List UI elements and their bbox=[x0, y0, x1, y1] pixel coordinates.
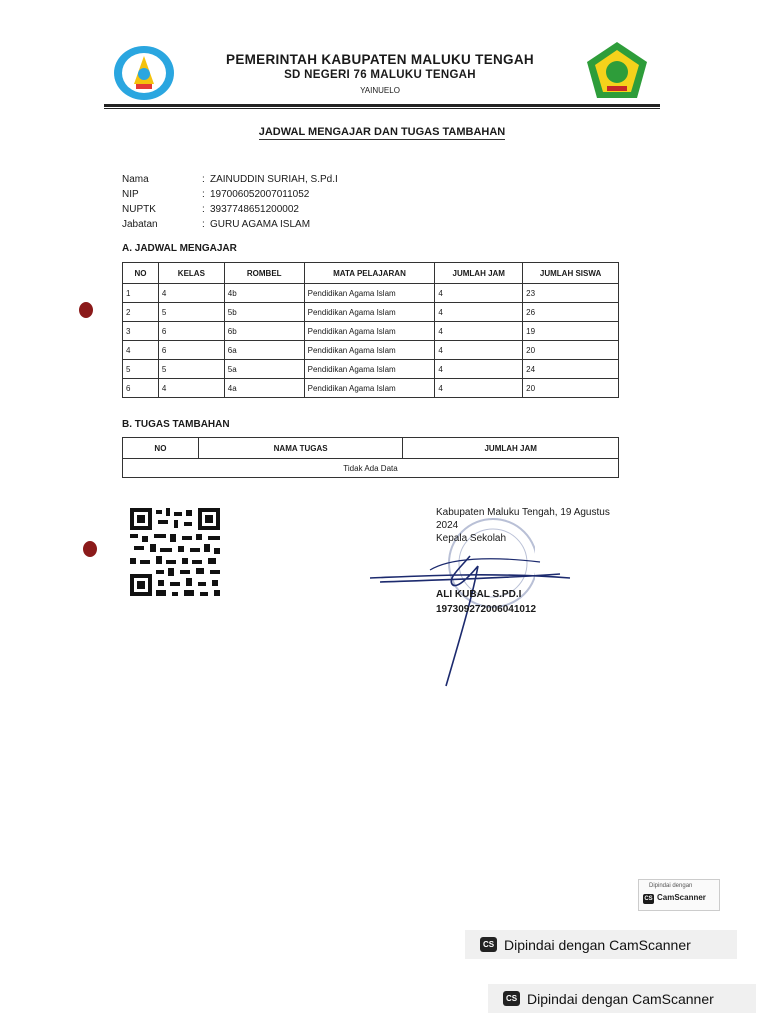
camscanner-icon: CS bbox=[644, 896, 653, 902]
red-mark bbox=[83, 541, 97, 557]
table-row: 5 5 5a Pendidikan Agama Islam 4 24 bbox=[123, 360, 619, 379]
section-b-heading: B. TUGAS TAMBAHAN bbox=[122, 419, 230, 430]
school-location: YAINUELO bbox=[360, 86, 400, 95]
teaching-schedule-table bbox=[122, 262, 619, 398]
red-mark bbox=[79, 302, 93, 318]
table-row: 4 6 6a Pendidikan Agama Islam 4 20 bbox=[123, 341, 619, 360]
tut-wuri-handayani-logo bbox=[112, 44, 176, 102]
empty-data-message: Tidak Ada Data bbox=[123, 459, 619, 478]
signature-place-date: Kabupaten Maluku Tengah, 19 Agustus 2024 Kepala Sekolah bbox=[436, 506, 651, 545]
table-row: 6 4 4a Pendidikan Agama Islam 4 20 bbox=[123, 379, 619, 398]
table-row bbox=[123, 459, 619, 478]
teacher-identity bbox=[122, 172, 338, 232]
table-row: 2 5 5b Pendidikan Agama Islam 4 26 bbox=[123, 303, 619, 322]
table-row: 1 4 4b Pendidikan Agama Islam 4 23 bbox=[123, 284, 619, 303]
additional-duties-table bbox=[122, 437, 619, 478]
signatory-position: Kepala Sekolah bbox=[436, 533, 507, 544]
document-title: JADWAL MENGAJAR DAN TUGAS TAMBAHAN bbox=[258, 126, 506, 138]
school-name: SD NEGERI 76 MALUKU TENGAH bbox=[284, 69, 476, 81]
section-a-heading: A. JADWAL MENGAJAR bbox=[122, 243, 237, 254]
identity-row-position: Jabatan : GURU AGAMA ISLAM bbox=[122, 219, 311, 230]
signatory-nip: 197309272006041012 bbox=[436, 604, 537, 615]
government-title: PEMERINTAH KABUPATEN MALUKU TENGAH bbox=[226, 52, 534, 67]
signatory-name: ALI KUBAL S.PD.I bbox=[436, 589, 522, 600]
maluku-tengah-regency-emblem bbox=[585, 40, 649, 100]
camscanner-icon: CS bbox=[503, 991, 520, 1006]
camscanner-banner: CS Dipindai dengan CamScanner bbox=[488, 984, 756, 1013]
camscanner-banner: CS Dipindai dengan CamScanner bbox=[465, 930, 737, 959]
qr-code-icon bbox=[130, 508, 220, 596]
letterhead-thick-rule bbox=[104, 104, 660, 107]
table-header-row: NO KELAS ROMBEL MATA PELAJARAN JUMLAH JAM JUMLAH SISWA bbox=[123, 263, 619, 284]
handwritten-signature bbox=[360, 548, 580, 693]
identity-row-nuptk: NUPTK : 3937748651200002 bbox=[122, 204, 299, 215]
table-header-row: NO NAMA TUGAS JUMLAH JAM bbox=[123, 438, 619, 459]
camscanner-watermark-small: Dipindai dengan CS CamScanner bbox=[638, 879, 720, 911]
letterhead-thin-rule bbox=[104, 108, 660, 109]
identity-row-nip: NIP : 197006052007011052 bbox=[122, 189, 310, 200]
table-row: 3 6 6b Pendidikan Agama Islam 4 19 bbox=[123, 322, 619, 341]
identity-row-name: Nama : ZAINUDDIN SURIAH, S.Pd.I bbox=[122, 174, 338, 185]
camscanner-icon: CS bbox=[480, 937, 497, 952]
